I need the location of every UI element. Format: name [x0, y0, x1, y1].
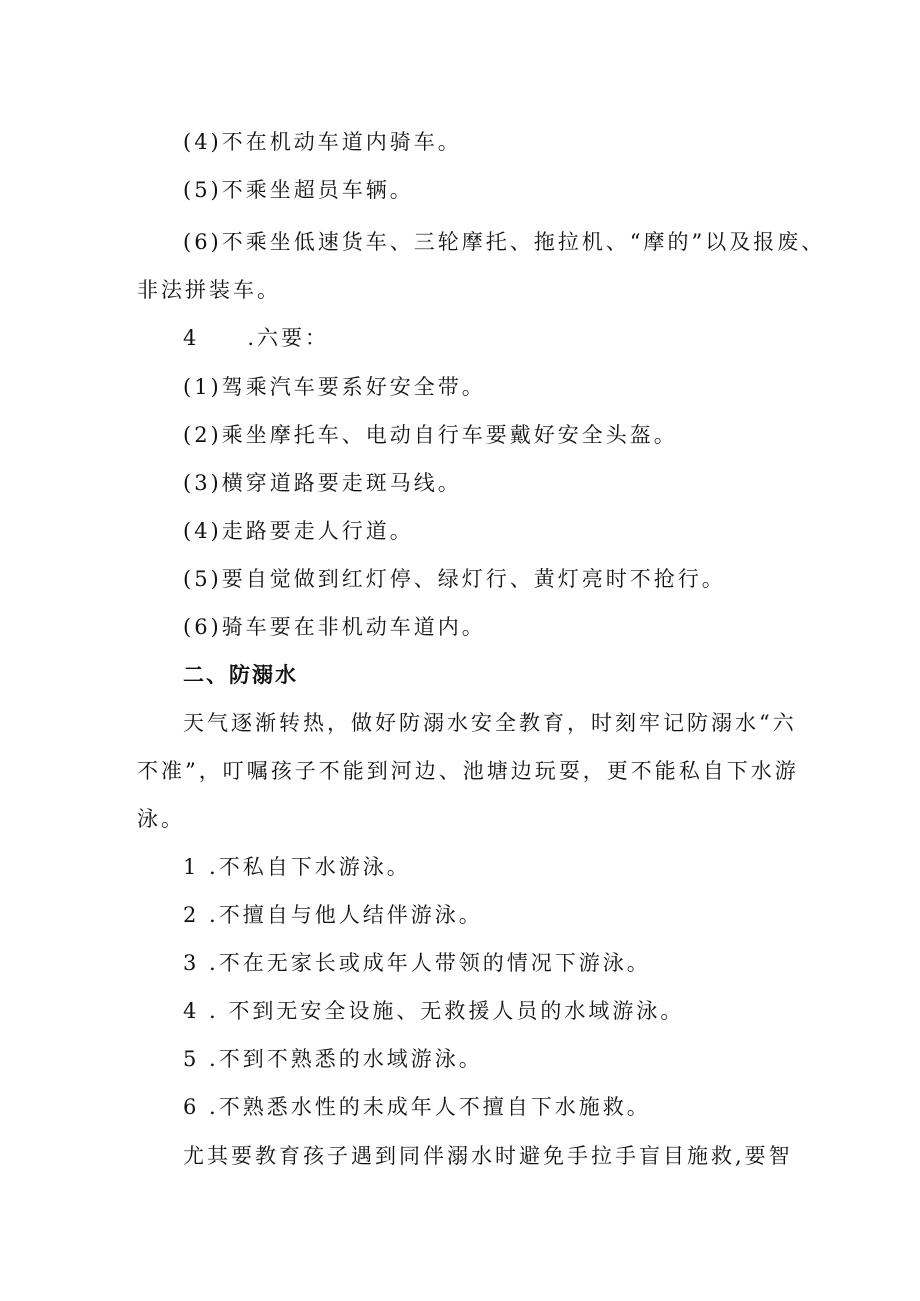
paragraph-line: (5)要自觉做到红灯停、绿灯行、黄灯亮时不抢行。: [183, 567, 726, 591]
list-item: 3 .不在无家长或成年人带领的情况下游泳。: [183, 951, 651, 975]
paragraph-line: (5)不乘坐超员车辆。: [183, 178, 414, 202]
paragraph-line: 泳。: [137, 807, 185, 831]
section-number: 4: [183, 326, 200, 350]
paragraph-line: (4)不在机动车道内骑车。: [183, 130, 462, 154]
paragraph-line: (2)乘坐摩托车、电动自行车要戴好安全头盔。: [183, 423, 678, 447]
paragraph-line: (6)不乘坐低速货车、三轮摩托、拖拉机、“摩的”以及报废、: [183, 230, 826, 254]
paragraph-line: (1)驾乘汽车要系好安全带。: [183, 375, 486, 399]
list-item: 5 .不到不熟悉的水域游泳。: [183, 1047, 483, 1071]
list-item: 4 . 不到无安全设施、无救援人员的水域游泳。: [183, 999, 685, 1023]
paragraph-line: 非法拼装车。: [137, 278, 281, 302]
paragraph-line: 尤其要教育孩子遇到同伴溺水时避免手拉手盲目施救,要智: [183, 1144, 793, 1168]
paragraph-line: 天气逐渐转热，做好防溺水安全教育，时刻牢记防溺水“六: [183, 711, 797, 735]
section-label: .六要：: [247, 326, 330, 350]
list-item: 1 .不私自下水游泳。: [183, 855, 411, 879]
section-item: [183, 323, 329, 353]
paragraph-line: 不准”，叮嘱孩子不能到河边、池塘边玩耍，更不能私自下水游: [137, 759, 799, 783]
list-item: 6 .不熟悉水性的未成年人不擅自下水施救。: [183, 1095, 651, 1119]
paragraph-line: (6)骑车要在非机动车道内。: [183, 615, 486, 639]
paragraph-line: (4)走路要走人行道。: [183, 519, 414, 543]
section-heading: 二、防溺水: [183, 663, 298, 687]
paragraph-line: (3)横穿道路要走斑马线。: [183, 471, 462, 495]
list-item: 2 .不擅自与他人结伴游泳。: [183, 903, 483, 927]
